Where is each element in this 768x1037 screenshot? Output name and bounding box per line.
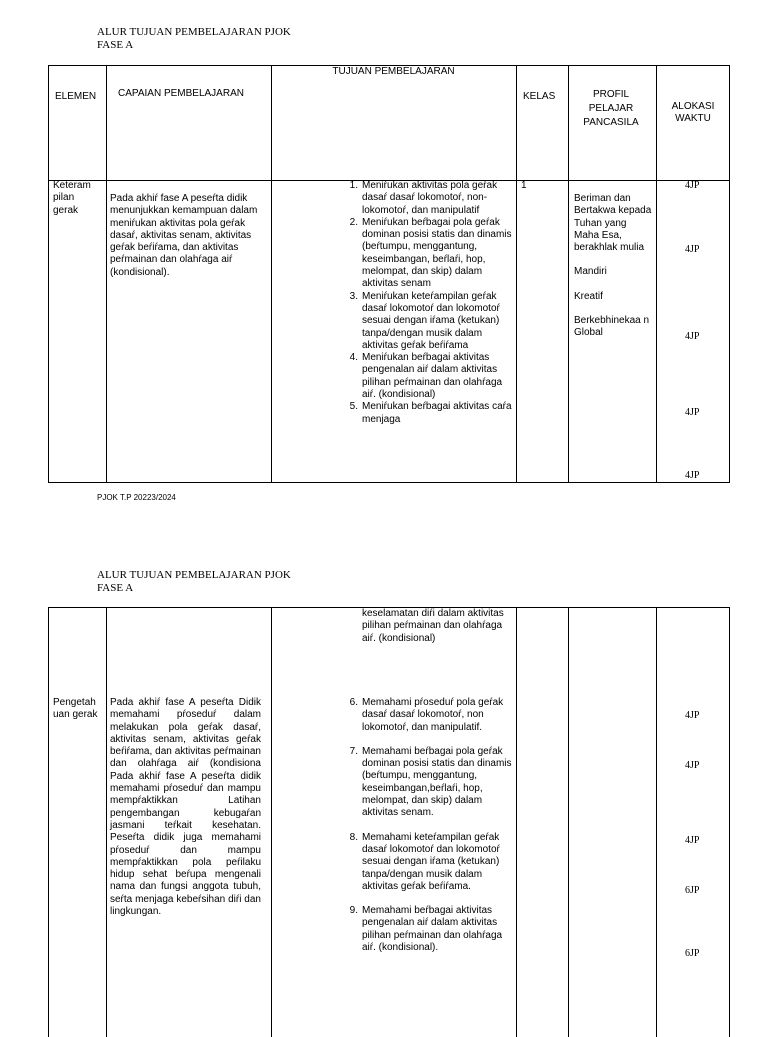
tujuan-list (349, 180, 512, 426)
learning-objectives-table (48, 65, 730, 483)
tujuan-item: 9. Memahami beŕbagai aktivitas pengenalan aiŕ dalam aktivitas pilihan peŕmainan dan olahŕaga aiŕ. (kondisional). (349, 905, 503, 954)
profil-cell (574, 193, 652, 340)
header-profil: PROFIL PELAJAR PANCASILA (583, 89, 639, 128)
alokasi-value: 4JP (685, 331, 700, 342)
tujuan-list (349, 697, 512, 954)
header-kelas: KELAS (523, 91, 556, 102)
page-title: ALUR TUJUAN PEMBELAJARAN PJOK (97, 569, 291, 581)
profil-item: Beriman dan Bertakwa kepada Tuhan yang Maha Esa, berakhlak mulia (574, 193, 652, 254)
alokasi-value: 4JP (685, 180, 700, 191)
elemen-cell: Keteram pilan gerak (53, 180, 91, 216)
alokasi-value: 6JP (685, 885, 700, 896)
header-elemen: ELEMEN (55, 91, 97, 102)
continuation-text: keselamatan diŕi dalam aktivitas pilihan peŕmainan dan olahŕaga aiŕ. (kondisional) (362, 608, 504, 644)
alokasi-value: 4JP (685, 244, 700, 255)
tujuan-item: 8. Memahami keteŕampilan geŕak dasaŕ lokomotoŕ dan lokomotoŕ sesuai dengan iŕama (ketukan) tanpa/dengan musik dalam aktivitas geŕak beŕiŕama. (349, 831, 500, 892)
elemen-cell: Pengetah uan gerak (53, 697, 98, 721)
kelas-cell: 1 (521, 180, 527, 191)
tujuan-item: 6. Memahami pŕoseduŕ pola geŕak dasaŕ dasaŕ lokomotoŕ, non lokomotoŕ, dan manipulatif. (349, 697, 504, 733)
tujuan-item: 1. Meniŕukan aktivitas pola geŕak dasaŕ dasaŕ lokomotoŕ, non-lokomotoŕ, dan manipulatif (349, 180, 498, 216)
tujuan-item: 3. Meniŕukan keteŕampilan geŕak dasaŕ lokomotoŕ dan lokomotoŕ sesuai dengan iŕama (ketukan) tanpa/dengan musik dalam aktivitas geŕak beŕiŕama (349, 290, 500, 351)
header-alokasi: ALOKASI WAKTU (671, 101, 715, 125)
header-capaian: CAPAIAN PEMBELAJARAN (118, 88, 244, 99)
alokasi-value: 4JP (685, 470, 700, 481)
profil-item: Kreatif (574, 290, 603, 302)
capaian-cell: Pada akhiŕ fase A peseŕta Didik memahami pŕoseduŕ dalam melakukan pola geŕak dasaŕ, aktivitas senam, aktivitas geŕak beŕiŕama, dan aktivitas peŕmainan dan olahŕaga aiŕ (kondisiona Pada akhiŕ fase A peseŕta didik memahami pŕoseduŕ dan mampu mempŕaktikkan Latihan pengembangan kebugaŕan jasmani teŕkait kesehatan. Peseŕta didik juga memahami pŕoseduŕ dan mampu mempŕaktikkan pola peŕilaku hidup sehat beŕupa mengenali nama dan fungsi anggota tubuh, seŕta menjaga kebeŕsihan diŕi dan lingkungan. (110, 697, 261, 918)
profil-item: Berkebhinekaa n Global (574, 315, 650, 339)
page-subtitle: FASE A (97, 582, 134, 594)
page-subtitle: FASE A (97, 39, 134, 51)
tujuan-item: 2. Meniŕukan beŕbagai pola geŕak dominan posisi statis dan dinamis (beŕtumpu, menggantung, keseimbangan, beŕlaŕi, hop, melompat, dan skip) dalam aktivitas senam (349, 216, 512, 290)
capaian-cell: Pada akhiŕ fase A peseŕta didik menunjukkan kemampuan dalam meniŕukan aktivitas pola geŕak dasaŕ, aktivitas senam, aktivitas geŕak beŕiŕama, dan aktivitas peŕmainan dan olahŕaga aiŕ (kondisional). (110, 193, 258, 278)
tujuan-item: 5. Meniŕukan beŕbagai aktivitas caŕa menjaga (349, 401, 512, 425)
profil-item: Mandiri (574, 266, 607, 278)
alokasi-value: 6JP (685, 948, 700, 959)
learning-objectives-table (48, 607, 730, 1037)
page-title: ALUR TUJUAN PEMBELAJARAN PJOK (97, 26, 291, 38)
alokasi-value: 4JP (685, 760, 700, 771)
tujuan-item: 4. Meniŕukan beŕbagai aktivitas pengenalan aiŕ dalam aktivitas pilihan peŕmainan dan olahŕaga aiŕ. (kondisional) (349, 352, 503, 401)
header-tujuan: TUJUAN PEMBELAJARAN (332, 66, 455, 77)
alokasi-value: 4JP (685, 407, 700, 418)
alokasi-value: 4JP (685, 835, 700, 846)
alokasi-value: 4JP (685, 710, 700, 721)
page-footer: PJOK T.P 20223/2024 (97, 493, 176, 502)
tujuan-item: 7. Memahami beŕbagai pola geŕak dominan posisi statis dan dinamis (beŕtumpu, menggantung, keseimbangan,beŕlaŕi, hop, melompat, dan skip) dalam aktivitas senam. (349, 745, 512, 819)
